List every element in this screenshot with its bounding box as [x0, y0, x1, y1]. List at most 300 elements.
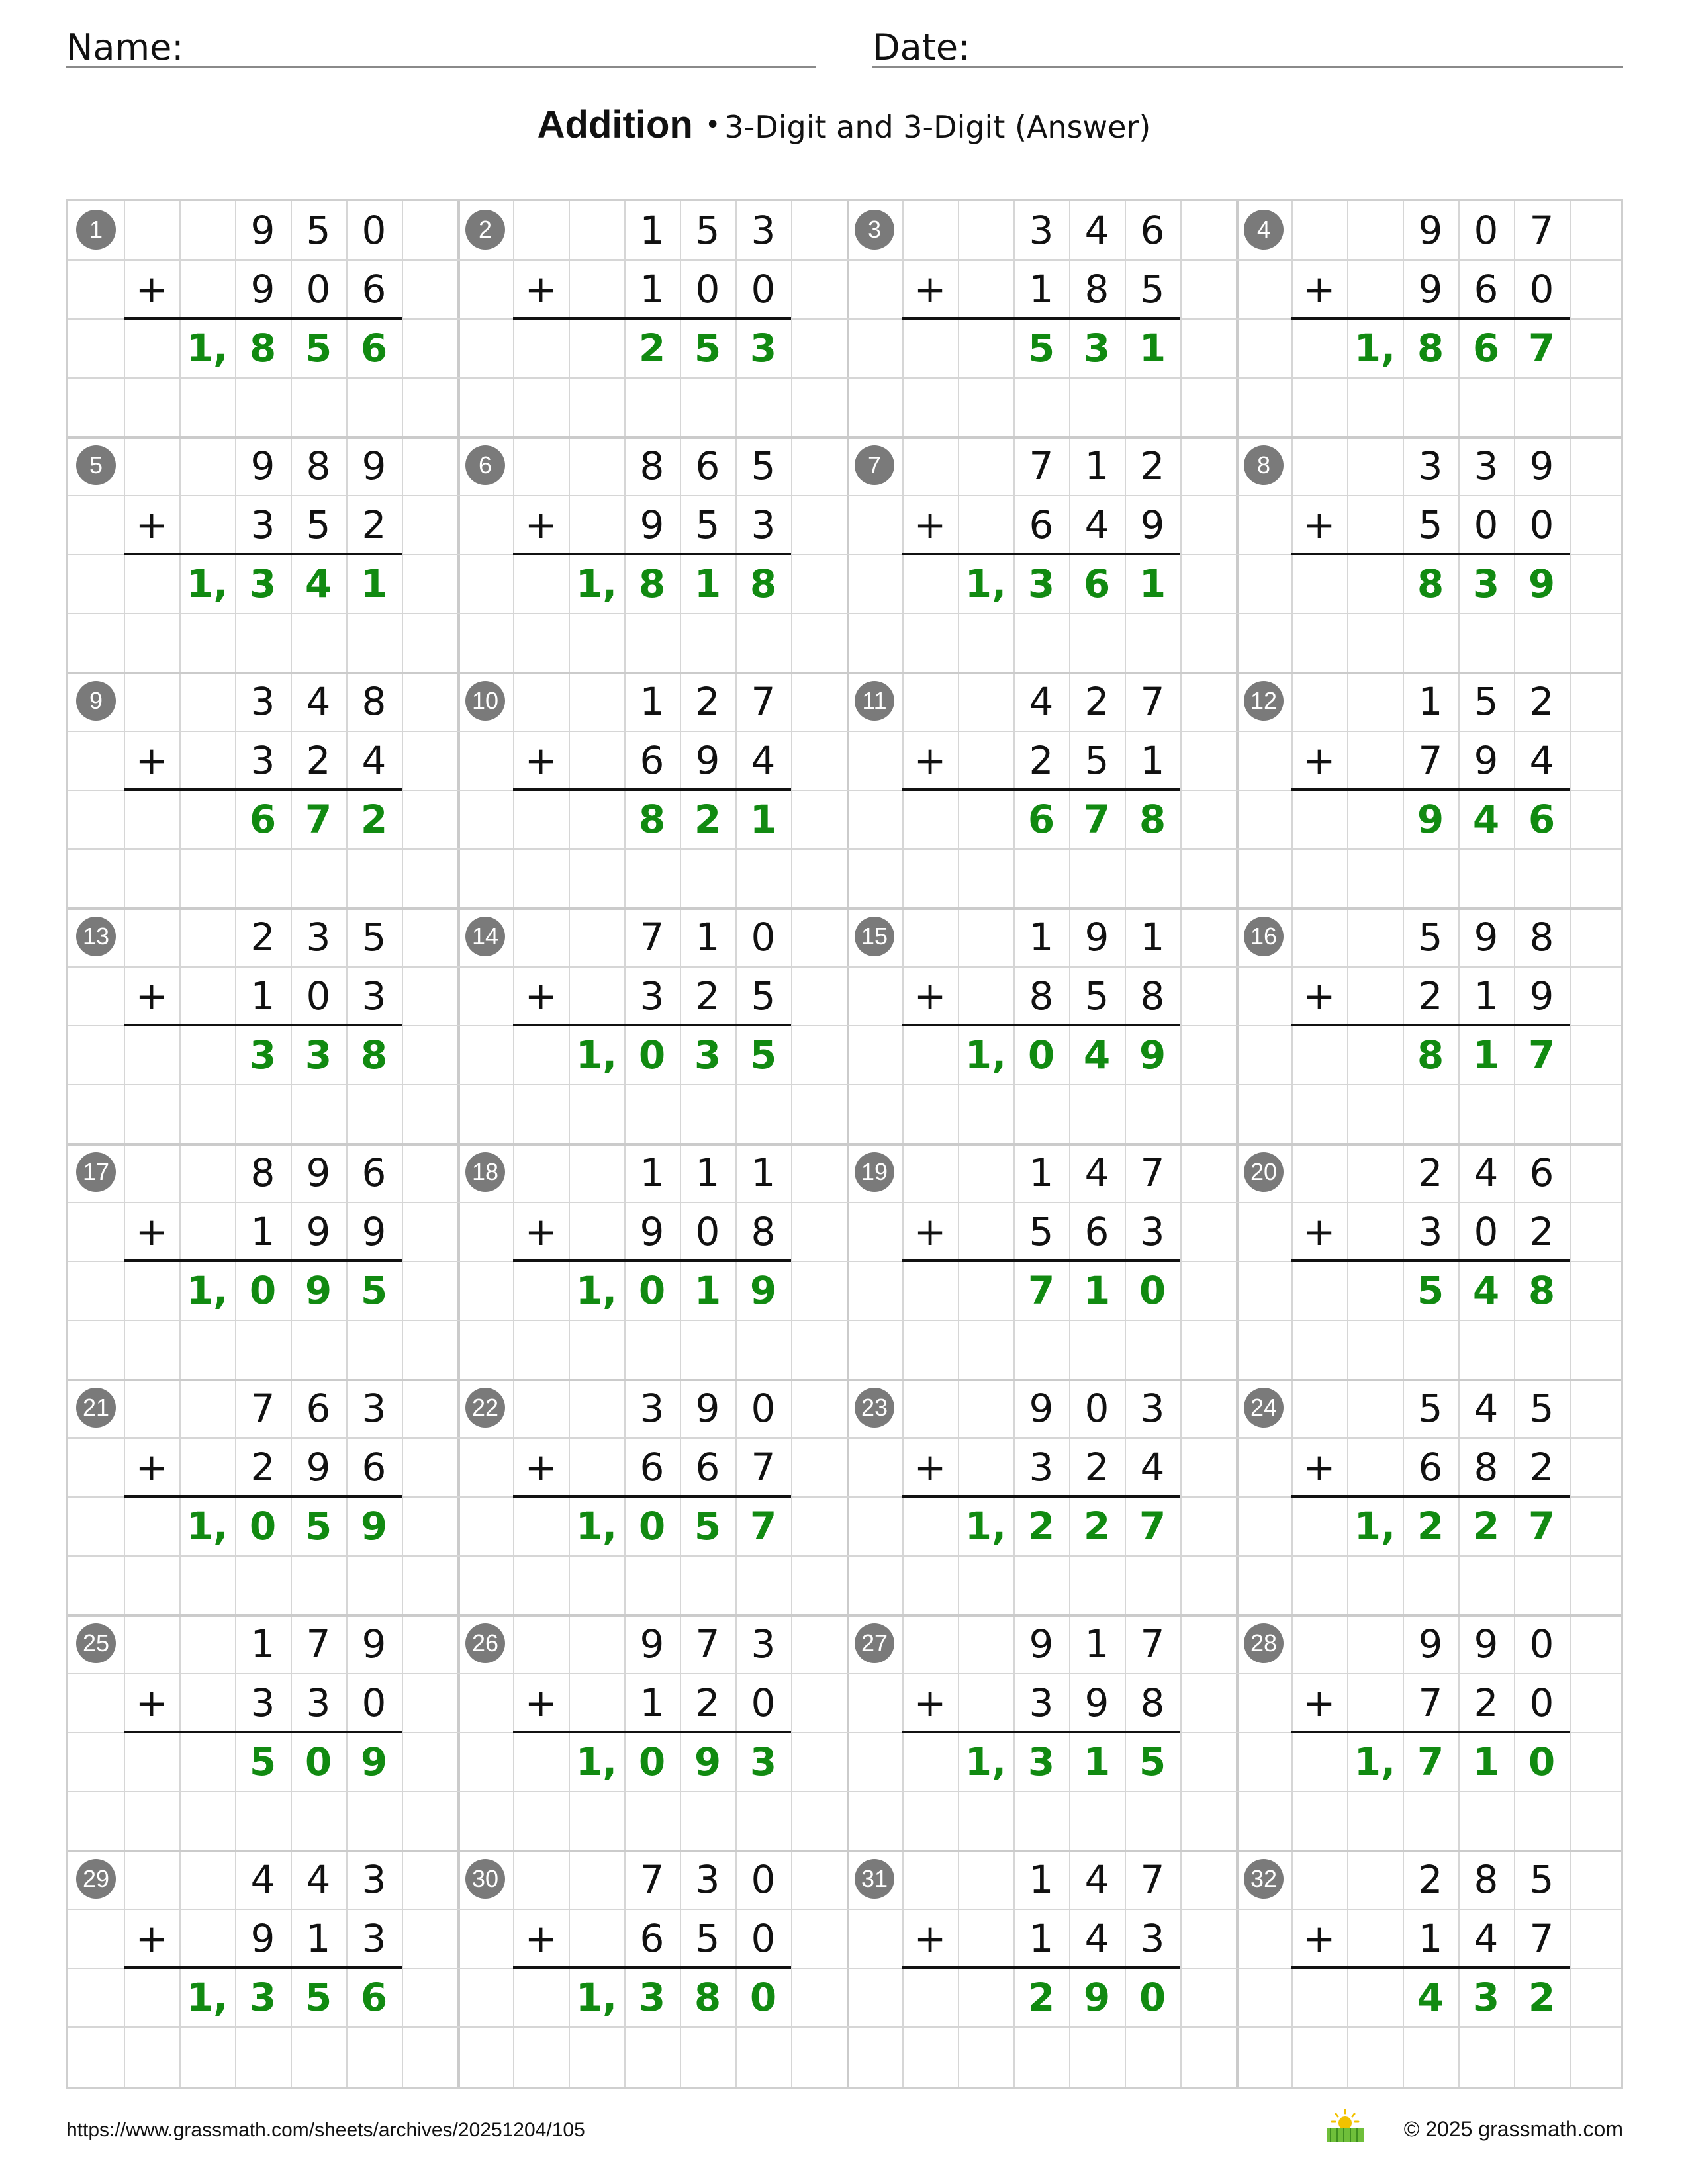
addend-digit: 0: [751, 266, 776, 312]
addend-digit: 2: [1418, 1150, 1443, 1195]
addend-digit: 4: [1529, 737, 1554, 783]
answer-digit: 9: [360, 1503, 388, 1549]
addend-digit: 2: [1474, 1680, 1499, 1725]
addend-digit: 0: [306, 973, 331, 1019]
answer-digit: 1: [1139, 325, 1166, 371]
answer-digit: 1: [1472, 1032, 1500, 1077]
addend-digit: 2: [1029, 737, 1054, 783]
addend-digit: 3: [361, 1856, 387, 1902]
problem-number-badge: 28: [1244, 1623, 1284, 1663]
answer-digit: 6: [360, 1974, 388, 2020]
addend-digit: 6: [1084, 1208, 1109, 1254]
problem-number-badge: 23: [855, 1388, 894, 1428]
answer-digit: 1: [749, 796, 777, 842]
addend-digit: 8: [1140, 1680, 1165, 1725]
problem-number-badge: 25: [76, 1623, 116, 1663]
addend-digit: 2: [361, 502, 387, 547]
addend-digit: 9: [1474, 1621, 1499, 1666]
plus-sign: +: [1303, 1444, 1336, 1490]
plus-sign: +: [524, 1680, 557, 1725]
addend-digit: 4: [1084, 1150, 1109, 1195]
addend-digit: 1: [1084, 1621, 1109, 1666]
plus-sign: +: [524, 1915, 557, 1961]
plus-sign: +: [135, 1915, 168, 1961]
addend-digit: 6: [361, 266, 387, 312]
problem-number-badge: 13: [76, 917, 116, 956]
answer-digit: 2: [1027, 1503, 1055, 1549]
title-subtitle: 3-Digit and 3-Digit (Answer): [724, 109, 1151, 145]
plus-sign: +: [524, 973, 557, 1019]
addend-digit: 7: [1029, 443, 1054, 488]
addend-digit: 0: [1474, 207, 1499, 253]
addend-digit: 2: [306, 737, 331, 783]
addend-digit: 6: [306, 1385, 331, 1431]
addend-digit: 7: [751, 1444, 776, 1490]
addend-digit: 5: [1418, 1385, 1443, 1431]
grid-horizontal-line: [68, 1320, 1621, 1321]
plus-sign: +: [135, 502, 168, 547]
addend-digit: 9: [250, 443, 275, 488]
answer-digit: 3: [249, 561, 277, 606]
addend-digit: 5: [1529, 1856, 1554, 1902]
addend-digit: 3: [250, 737, 275, 783]
answer-digit: 9: [1139, 1032, 1166, 1077]
answer-digit: 1,: [186, 561, 228, 606]
addend-digit: 7: [306, 1621, 331, 1666]
addend-digit: 6: [361, 1444, 387, 1490]
answer-digit: 6: [360, 325, 388, 371]
addend-digit: 5: [751, 973, 776, 1019]
answer-digit: 5: [1139, 1739, 1166, 1784]
problem-number-badge: 18: [465, 1152, 505, 1192]
answer-digit: 7: [1417, 1739, 1444, 1784]
addend-digit: 7: [1140, 1856, 1165, 1902]
problem-number-badge: 26: [465, 1623, 505, 1663]
addend-digit: 4: [1084, 207, 1109, 253]
addend-digit: 5: [361, 914, 387, 960]
addend-digit: 7: [751, 678, 776, 724]
plus-sign: +: [135, 1444, 168, 1490]
answer-digit: 5: [749, 1032, 777, 1077]
answer-digit: 9: [749, 1267, 777, 1313]
problem-number-badge: 19: [855, 1152, 894, 1192]
problem-number-badge: 2: [465, 210, 505, 250]
addend-digit: 2: [1084, 678, 1109, 724]
addend-digit: 0: [1084, 1385, 1109, 1431]
problem-number-badge: 17: [76, 1152, 116, 1192]
addend-digit: 7: [639, 914, 665, 960]
addend-digit: 8: [1474, 1444, 1499, 1490]
addend-digit: 9: [250, 266, 275, 312]
addend-digit: 4: [250, 1856, 275, 1902]
answer-digit: 3: [1027, 561, 1055, 606]
addend-digit: 1: [1418, 1915, 1443, 1961]
addend-digit: 9: [306, 1208, 331, 1254]
plus-sign: +: [914, 1915, 947, 1961]
answer-digit: 3: [305, 1032, 332, 1077]
addend-digit: 3: [1029, 1444, 1054, 1490]
answer-digit: 0: [749, 1974, 777, 2020]
answer-digit: 1: [1139, 561, 1166, 606]
addend-digit: 1: [250, 1621, 275, 1666]
problem-number-badge: 4: [1244, 210, 1284, 250]
addend-digit: 1: [1418, 678, 1443, 724]
addend-digit: 2: [695, 678, 720, 724]
answer-digit: 4: [1472, 796, 1500, 842]
answer-digit: 6: [1472, 325, 1500, 371]
addend-digit: 9: [1140, 502, 1165, 547]
addend-digit: 8: [1529, 914, 1554, 960]
addend-digit: 3: [250, 502, 275, 547]
answer-digit: 9: [694, 1739, 722, 1784]
addend-digit: 4: [1084, 1915, 1109, 1961]
problem-number-badge: 22: [465, 1388, 505, 1428]
answer-digit: 1,: [575, 1974, 618, 2020]
addend-digit: 1: [1084, 443, 1109, 488]
answer-digit: 3: [249, 1974, 277, 2020]
addend-digit: 9: [695, 1385, 720, 1431]
answer-digit: 5: [249, 1739, 277, 1784]
addend-digit: 8: [250, 1150, 275, 1195]
addend-digit: 1: [695, 914, 720, 960]
addend-digit: 9: [1474, 914, 1499, 960]
grid-horizontal-line: [68, 1791, 1621, 1792]
answer-digit: 5: [305, 1503, 332, 1549]
addend-digit: 3: [306, 914, 331, 960]
addend-digit: 9: [1529, 973, 1554, 1019]
answer-digit: 2: [638, 325, 666, 371]
answer-digit: 1,: [964, 561, 1007, 606]
answer-digit: 1: [1472, 1739, 1500, 1784]
answer-digit: 8: [1417, 561, 1444, 606]
addend-digit: 3: [751, 207, 776, 253]
addend-digit: 1: [1029, 914, 1054, 960]
addend-digit: 3: [1029, 207, 1054, 253]
plus-sign: +: [524, 1444, 557, 1490]
answer-digit: 8: [1139, 796, 1166, 842]
addend-digit: 7: [639, 1856, 665, 1902]
addend-digit: 9: [1084, 914, 1109, 960]
addend-digit: 2: [1529, 1444, 1554, 1490]
addend-digit: 3: [1140, 1915, 1165, 1961]
addend-digit: 5: [695, 1915, 720, 1961]
addend-digit: 9: [1529, 443, 1554, 488]
problem-number-badge: 10: [465, 681, 505, 721]
addend-digit: 6: [1140, 207, 1165, 253]
addend-digit: 3: [695, 1856, 720, 1902]
date-field-line[interactable]: [872, 66, 1623, 68]
addend-digit: 7: [1418, 1680, 1443, 1725]
addend-digit: 5: [1084, 737, 1109, 783]
grid-horizontal-line: [68, 1084, 1621, 1085]
addend-digit: 1: [1029, 1150, 1054, 1195]
answer-digit: 5: [305, 1974, 332, 2020]
addend-digit: 1: [639, 207, 665, 253]
addend-digit: 0: [695, 1208, 720, 1254]
addend-digit: 2: [250, 914, 275, 960]
problem-number-badge: 20: [1244, 1152, 1284, 1192]
addend-digit: 9: [1418, 266, 1443, 312]
addend-digit: 2: [1529, 1208, 1554, 1254]
addend-digit: 1: [639, 1150, 665, 1195]
addend-digit: 6: [1418, 1444, 1443, 1490]
addend-digit: 8: [751, 1208, 776, 1254]
addend-digit: 5: [1529, 1385, 1554, 1431]
addend-digit: 1: [1474, 973, 1499, 1019]
addend-digit: 6: [1529, 1150, 1554, 1195]
addend-digit: 7: [695, 1621, 720, 1666]
answer-digit: 7: [1027, 1267, 1055, 1313]
addend-digit: 1: [639, 678, 665, 724]
answer-digit: 1,: [964, 1739, 1007, 1784]
answer-digit: 7: [749, 1503, 777, 1549]
answer-digit: 1,: [964, 1032, 1007, 1077]
problem-number-badge: 31: [855, 1859, 894, 1899]
addend-digit: 9: [1029, 1621, 1054, 1666]
answer-digit: 8: [694, 1974, 722, 2020]
addend-digit: 0: [1529, 266, 1554, 312]
answer-digit: 6: [1083, 561, 1111, 606]
addend-digit: 4: [1474, 1915, 1499, 1961]
answer-digit: 1,: [186, 1974, 228, 2020]
answer-digit: 2: [1528, 1974, 1556, 2020]
addend-digit: 9: [639, 1621, 665, 1666]
problem-number-badge: 3: [855, 210, 894, 250]
addend-digit: 7: [1140, 678, 1165, 724]
plus-sign: +: [1303, 973, 1336, 1019]
addend-digit: 4: [1474, 1150, 1499, 1195]
addend-digit: 0: [1474, 1208, 1499, 1254]
answer-digit: 3: [1083, 325, 1111, 371]
answer-digit: 2: [1472, 1503, 1500, 1549]
footer-url[interactable]: https://www.grassmath.com/sheets/archives/20251204/105: [66, 2119, 585, 2141]
addend-digit: 0: [751, 1856, 776, 1902]
addend-digit: 5: [1029, 1208, 1054, 1254]
problem-number-badge: 30: [465, 1859, 505, 1899]
problem-number-badge: 24: [1244, 1388, 1284, 1428]
addend-digit: 9: [361, 443, 387, 488]
plus-sign: +: [1303, 502, 1336, 547]
plus-sign: +: [135, 973, 168, 1019]
addend-digit: 1: [250, 1208, 275, 1254]
addend-digit: 3: [250, 1680, 275, 1725]
grass-sun-logo-icon: [1324, 2109, 1366, 2143]
answer-digit: 9: [360, 1739, 388, 1784]
addend-digit: 9: [361, 1621, 387, 1666]
answer-digit: 1,: [186, 1267, 228, 1313]
addend-digit: 9: [1474, 737, 1499, 783]
answer-digit: 7: [1083, 796, 1111, 842]
addend-digit: 6: [639, 1915, 665, 1961]
answer-digit: 1,: [1354, 1739, 1396, 1784]
addend-digit: 9: [695, 737, 720, 783]
problem-grid: [66, 199, 1623, 2089]
footer-copyright: © 2025 grassmath.com: [1403, 2117, 1623, 2141]
addend-digit: 9: [250, 207, 275, 253]
answer-digit: 2: [360, 796, 388, 842]
answer-digit: 5: [360, 1267, 388, 1313]
problem-number-badge: 11: [855, 681, 894, 721]
addend-digit: 6: [695, 443, 720, 488]
plus-sign: +: [135, 1208, 168, 1254]
addend-digit: 3: [1140, 1385, 1165, 1431]
addend-digit: 3: [639, 1385, 665, 1431]
problem-number-badge: 27: [855, 1623, 894, 1663]
addend-digit: 4: [751, 737, 776, 783]
addend-digit: 0: [306, 266, 331, 312]
addend-digit: 5: [695, 207, 720, 253]
addend-digit: 0: [695, 266, 720, 312]
addend-digit: 6: [1474, 266, 1499, 312]
addend-digit: 2: [1418, 1856, 1443, 1902]
addend-digit: 9: [1418, 1621, 1443, 1666]
answer-digit: 0: [1528, 1739, 1556, 1784]
grid-horizontal-line: [68, 848, 1621, 850]
plus-sign: +: [524, 1208, 557, 1254]
addend-digit: 0: [751, 1385, 776, 1431]
addend-digit: 3: [639, 973, 665, 1019]
problem-number-badge: 32: [1244, 1859, 1284, 1899]
plus-sign: +: [914, 266, 947, 312]
plus-sign: +: [914, 1680, 947, 1725]
addend-digit: 7: [1140, 1621, 1165, 1666]
problem-number-badge: 29: [76, 1859, 116, 1899]
addend-digit: 8: [306, 443, 331, 488]
addend-digit: 4: [1140, 1444, 1165, 1490]
addend-digit: 1: [1029, 1915, 1054, 1961]
answer-digit: 3: [638, 1974, 666, 2020]
addend-digit: 1: [639, 266, 665, 312]
title-main: Addition: [537, 103, 693, 146]
addend-digit: 9: [1029, 1385, 1054, 1431]
plus-sign: +: [914, 737, 947, 783]
addend-digit: 8: [1084, 266, 1109, 312]
addend-digit: 5: [695, 502, 720, 547]
answer-digit: 7: [1528, 325, 1556, 371]
plus-sign: +: [914, 502, 947, 547]
addend-digit: 3: [361, 1385, 387, 1431]
answer-digit: 4: [1472, 1267, 1500, 1313]
addend-digit: 2: [1140, 443, 1165, 488]
answer-digit: 9: [1083, 1974, 1111, 2020]
answer-digit: 9: [1528, 561, 1556, 606]
answer-digit: 7: [1528, 1503, 1556, 1549]
problem-number-badge: 7: [855, 445, 894, 485]
addend-digit: 2: [1418, 973, 1443, 1019]
addend-digit: 2: [1084, 1444, 1109, 1490]
answer-digit: 2: [1027, 1974, 1055, 2020]
plus-sign: +: [1303, 1680, 1336, 1725]
addend-digit: 3: [1029, 1680, 1054, 1725]
addend-digit: 9: [1418, 207, 1443, 253]
addend-digit: 1: [695, 1150, 720, 1195]
answer-digit: 1,: [575, 1032, 618, 1077]
addend-digit: 1: [1029, 266, 1054, 312]
plus-sign: +: [524, 266, 557, 312]
addend-digit: 5: [751, 443, 776, 488]
answer-digit: 6: [249, 796, 277, 842]
addend-digit: 9: [306, 1150, 331, 1195]
answer-digit: 8: [1417, 1032, 1444, 1077]
answer-digit: 7: [1139, 1503, 1166, 1549]
answer-digit: 0: [1139, 1974, 1166, 2020]
answer-digit: 2: [1083, 1503, 1111, 1549]
addend-digit: 1: [306, 1915, 331, 1961]
answer-digit: 5: [1027, 325, 1055, 371]
answer-digit: 1,: [575, 561, 618, 606]
answer-digit: 9: [1417, 796, 1444, 842]
answer-digit: 8: [1528, 1267, 1556, 1313]
answer-digit: 9: [305, 1267, 332, 1313]
plus-sign: +: [1303, 1915, 1336, 1961]
addend-digit: 2: [695, 1680, 720, 1725]
addend-digit: 4: [306, 678, 331, 724]
plus-sign: +: [135, 1680, 168, 1725]
date-label: Date:: [872, 26, 970, 68]
answer-digit: 1,: [964, 1503, 1007, 1549]
addend-digit: 0: [1529, 502, 1554, 547]
addend-digit: 0: [1474, 502, 1499, 547]
answer-digit: 3: [749, 1739, 777, 1784]
plus-sign: +: [914, 973, 947, 1019]
addend-digit: 9: [250, 1915, 275, 1961]
answer-digit: 0: [249, 1267, 277, 1313]
addend-digit: 6: [695, 1444, 720, 1490]
addend-digit: 7: [1529, 207, 1554, 253]
addend-digit: 0: [751, 914, 776, 960]
name-field-line[interactable]: [66, 66, 816, 68]
addend-digit: 0: [361, 207, 387, 253]
addend-digit: 3: [1418, 1208, 1443, 1254]
addend-digit: 0: [361, 1680, 387, 1725]
answer-digit: 0: [249, 1503, 277, 1549]
problem-number-badge: 14: [465, 917, 505, 956]
answer-digit: 0: [305, 1739, 332, 1784]
plus-sign: +: [135, 266, 168, 312]
addend-digit: 1: [751, 1150, 776, 1195]
addend-digit: 5: [1418, 914, 1443, 960]
answer-digit: 1,: [575, 1739, 618, 1784]
answer-digit: 6: [1027, 796, 1055, 842]
addend-digit: 3: [1140, 1208, 1165, 1254]
plus-sign: +: [135, 737, 168, 783]
plus-sign: +: [524, 502, 557, 547]
answer-digit: 3: [1472, 561, 1500, 606]
answer-digit: 5: [305, 325, 332, 371]
addend-digit: 9: [639, 1208, 665, 1254]
addend-digit: 1: [1029, 1856, 1054, 1902]
problem-number-badge: 15: [855, 917, 894, 956]
problem-number-badge: 9: [76, 681, 116, 721]
answer-digit: 0: [638, 1503, 666, 1549]
addend-digit: 4: [1029, 678, 1054, 724]
addend-digit: 3: [1418, 443, 1443, 488]
answer-digit: 3: [1472, 1974, 1500, 2020]
addend-digit: 5: [1474, 678, 1499, 724]
addend-digit: 7: [1140, 1150, 1165, 1195]
addend-digit: 9: [639, 502, 665, 547]
addend-digit: 7: [1418, 737, 1443, 783]
addend-digit: 8: [1140, 973, 1165, 1019]
addend-digit: 4: [306, 1856, 331, 1902]
addend-digit: 8: [361, 678, 387, 724]
answer-digit: 0: [638, 1739, 666, 1784]
addend-digit: 1: [1140, 737, 1165, 783]
answer-digit: 4: [1083, 1032, 1111, 1077]
answer-digit: 5: [694, 325, 722, 371]
plus-sign: +: [1303, 266, 1336, 312]
answer-digit: 1,: [1354, 1503, 1396, 1549]
